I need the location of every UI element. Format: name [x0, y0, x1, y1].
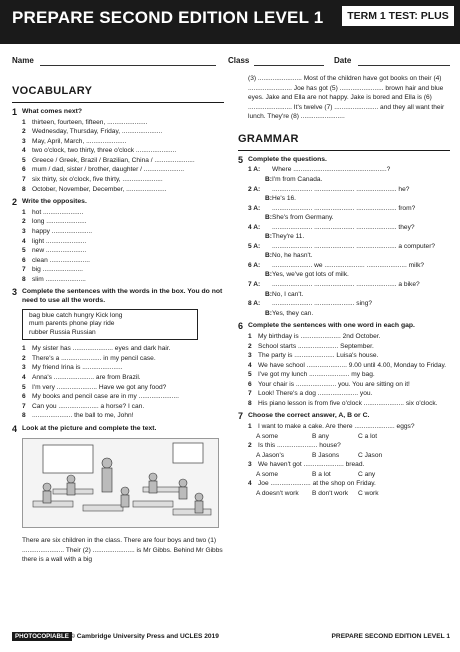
left-column — [12, 78, 224, 565]
option-b[interactable]: B any — [312, 432, 329, 440]
list-item — [22, 127, 224, 137]
item-text: ...................... ...................... ...................... they? — [272, 223, 415, 231]
question-7-items — [238, 422, 450, 498]
item-text: We haven't got ...................... bread. — [258, 461, 365, 469]
item-number: 3 A: — [248, 204, 261, 212]
item-number: 2 — [248, 442, 252, 450]
class-line[interactable] — [254, 65, 324, 66]
name-line[interactable] — [40, 65, 216, 66]
item-number: 8 — [22, 275, 26, 283]
item-text: I'm very ...................... Have we got any food? — [32, 383, 167, 391]
question-7: 7 Choose the correct answer, A, B or C. — [238, 411, 370, 422]
item-label: B: — [265, 252, 272, 260]
item-text: October, November, December, ...................... — [32, 185, 167, 193]
item-number: 5 — [22, 156, 26, 164]
item-number: 8 — [248, 399, 252, 407]
grammar-heading: GRAMMAR — [238, 132, 450, 151]
item-text: His piano lesson is from five o'clock ...................... six o'clock. — [258, 399, 438, 407]
option-a[interactable]: A Jason's — [256, 451, 285, 459]
option-a[interactable]: A doesn't work — [256, 490, 299, 498]
item-text: light ...................... — [32, 237, 87, 245]
list-item — [22, 137, 224, 147]
question-line — [248, 223, 450, 233]
item-text: long ...................... — [32, 218, 87, 226]
item-number: 1 — [22, 118, 26, 126]
item-text: Look! There's a dog ...................... you. — [258, 390, 373, 398]
item-text: The party is ...................... Luisa's house. — [258, 352, 379, 360]
item-number: 8 — [22, 412, 26, 420]
question-6: 6 Complete the sentences with one word in each gap. — [238, 321, 415, 332]
answer-options — [256, 470, 450, 480]
option-a[interactable]: A some — [256, 432, 278, 440]
right-column — [238, 75, 450, 499]
item-text: mum / dad, sister / brother, daughter / ...................... — [32, 166, 185, 174]
answer-line — [248, 232, 450, 242]
item-label: B: — [265, 214, 272, 222]
item-text: My birthday is ...................... 2nd October. — [258, 333, 381, 341]
item-text: six thirty, six o'clock, five thirty, ...................... — [32, 176, 163, 184]
list-item — [22, 175, 224, 185]
question-2-items — [12, 208, 224, 284]
list-item — [248, 460, 450, 470]
item-number: 1 — [22, 208, 26, 216]
page-title: PREPARE SECOND EDITION LEVEL 1 — [12, 8, 324, 27]
item-text: There's a ...................... in my pencil case. — [32, 354, 156, 362]
item-number: 2 — [248, 342, 252, 350]
classroom-picture — [22, 438, 219, 528]
answer-options — [256, 432, 450, 442]
list-item — [248, 422, 450, 432]
item-number: 3 — [22, 228, 26, 235]
list-item — [22, 344, 224, 354]
item-text: Can you ...................... a horse? I can. — [32, 402, 145, 410]
item-text: My books and pencil case are in my ...................... — [32, 393, 179, 401]
list-item — [22, 354, 224, 364]
item-text: two o'clock, two thirty, three o'clock ...................... — [32, 147, 177, 155]
vocabulary-heading: VOCABULARY — [12, 84, 224, 103]
item-text: Your chair is ...................... you. You are sitting on it! — [258, 380, 410, 388]
item-number: 7 — [22, 176, 26, 184]
list-item — [22, 237, 224, 247]
question-2: 2 Write the opposites. — [12, 197, 87, 208]
page-header — [0, 0, 460, 44]
question-4: 4 Look at the picture and complete the text. — [12, 423, 157, 434]
item-number: 3 — [22, 364, 26, 372]
question-4-text: There are six children in the class. There are four boys and two (1) ....................... Their (2) ....................... is Mr Gibbs. Behind Mr Gibbs there is a wall with a big — [22, 537, 223, 564]
question-3: 3 Complete the sentences with the words in the box. You do not need to use all the words. — [12, 287, 223, 305]
name-label: Name — [12, 56, 34, 65]
list-item — [248, 332, 450, 342]
question-5: 5 Complete the questions. — [238, 154, 327, 165]
answer-options — [256, 451, 450, 461]
item-number: 6 — [22, 256, 26, 264]
item-number: 5 — [22, 383, 26, 391]
item-number: 6 — [22, 166, 26, 174]
item-number: 2 — [22, 218, 26, 226]
item-label: B: — [265, 195, 272, 203]
item-text: They're 11. — [272, 233, 305, 241]
item-number: 7 — [248, 390, 252, 398]
list-item — [248, 361, 450, 371]
item-number: 4 — [22, 373, 26, 381]
list-item — [22, 246, 224, 256]
item-text: ...................... ...................... ...................... a bike? — [272, 281, 420, 289]
photocopiable-tag: PHOTOCOPIABLE — [12, 632, 72, 641]
footer-level: PREPARE SECOND EDITION LEVEL 1 — [331, 633, 450, 640]
test-label: TERM 1 TEST: PLUS — [342, 6, 454, 26]
item-text: happy ...................... — [32, 228, 93, 235]
item-text: No, he hasn't. — [272, 252, 313, 260]
item-number: 7 — [22, 266, 26, 274]
item-text: Yes, they can. — [272, 309, 314, 317]
item-number: 3 — [248, 461, 252, 469]
list-item — [22, 373, 224, 383]
answer-line — [248, 194, 450, 204]
list-item — [248, 380, 450, 390]
item-text: I want to make a cake. Are there ...................... eggs? — [258, 423, 415, 431]
answer-options — [256, 489, 450, 499]
question-6-items — [238, 332, 450, 408]
question-3-items — [12, 344, 224, 420]
list-item — [22, 165, 224, 175]
option-c[interactable]: C work — [358, 490, 379, 498]
item-text: He's 16. — [272, 195, 296, 203]
item-label: B: — [265, 233, 272, 241]
item-number: 1 — [248, 423, 252, 431]
list-item — [22, 156, 224, 166]
list-item — [248, 389, 450, 399]
answer-line — [248, 270, 450, 280]
item-text: Where ...................................................? — [272, 166, 391, 174]
item-number: 6 A: — [248, 261, 261, 269]
option-b[interactable]: B a lot — [312, 470, 331, 478]
list-item — [248, 479, 450, 489]
item-text: thirteen, fourteen, fifteen, ...................... — [32, 118, 148, 126]
date-line[interactable] — [358, 65, 450, 66]
date-label: Date — [334, 56, 352, 65]
item-text: Is this ...................... house? — [258, 442, 341, 450]
option-a[interactable]: A some — [256, 470, 278, 478]
item-text: ...................... ...................... ...................... a computer? — [272, 242, 436, 250]
item-number: 3 — [22, 137, 26, 145]
item-number: 4 — [248, 480, 252, 488]
item-text: slim ...................... — [32, 275, 86, 283]
item-number: 6 — [22, 393, 26, 401]
answer-line — [248, 251, 450, 261]
item-number: 1 — [248, 333, 252, 341]
list-item — [22, 275, 224, 285]
item-number: 2 — [22, 128, 26, 136]
option-c[interactable]: C any — [358, 470, 376, 478]
item-text: hot ...................... — [32, 208, 84, 216]
answer-line — [248, 309, 450, 319]
item-text: My friend Irina is ...................... — [32, 364, 123, 372]
class-label: Class — [228, 56, 250, 65]
item-text: new ...................... — [32, 247, 87, 255]
item-number: 7 — [22, 402, 26, 410]
item-number: 1 — [22, 345, 26, 353]
list-item — [22, 185, 224, 195]
question-1-items — [12, 118, 224, 194]
list-item — [22, 118, 224, 128]
item-text: No, I can't. — [272, 290, 304, 298]
option-c[interactable]: C Jason — [358, 451, 383, 459]
item-text: Yes, we've got lots of milk. — [272, 271, 349, 279]
name-bar — [12, 56, 450, 70]
list-item — [22, 208, 224, 218]
question-line — [248, 204, 450, 214]
item-number: 6 — [248, 380, 252, 388]
answer-line — [248, 175, 450, 185]
item-number: 4 — [22, 147, 26, 155]
question-line — [248, 280, 450, 290]
item-text: big ...................... — [32, 266, 83, 274]
item-text: I'm from Canada. — [272, 176, 323, 184]
item-number: 2 A: — [248, 185, 261, 193]
item-label: B: — [265, 309, 272, 317]
item-number: 5 A: — [248, 242, 261, 250]
option-b[interactable]: B Jasons — [312, 451, 340, 459]
item-number: 4 — [248, 361, 252, 369]
list-item — [22, 392, 224, 402]
item-label: B: — [265, 176, 272, 184]
item-text: Joe ...................... at the shop on Friday. — [258, 480, 376, 488]
item-number: 1 A: — [248, 166, 261, 174]
wall-picture — [43, 445, 93, 473]
question-line — [248, 165, 450, 175]
question-1: 1 What comes next? — [12, 106, 83, 117]
list-item — [22, 256, 224, 266]
item-number: 8 A: — [248, 300, 261, 308]
word-box: bag blue catch hungry Kick long mum parents phone play ride rubber Russia Russian — [22, 309, 198, 341]
item-number: 8 — [22, 185, 26, 193]
item-text: We have school ...................... 9.00 until 4.00, Monday to Friday. — [258, 361, 447, 369]
item-text: Greece / Greek, Brazil / Brazilian, China / ...................... — [32, 156, 195, 164]
question-4-continued: (3) ........................ Most of the children have got books on their (4) ........................ Joe has got (5) ........................ brown hair and blue eyes. Jake and Ella are not happy. Jake is bored and Ella is (6) ........................ It's twelve (7) ........................ and they all want their lunch. They're (8) ........................ — [248, 75, 445, 121]
list-item — [22, 402, 224, 412]
option-b[interactable]: B don't work — [312, 490, 349, 498]
item-number: 3 — [248, 352, 252, 360]
question-line — [248, 185, 450, 195]
item-label: B: — [265, 290, 272, 298]
item-number: 7 A: — [248, 281, 261, 289]
item-number: 4 A: — [248, 223, 261, 231]
item-text: Wednesday, Thursday, Friday, ...................... — [32, 128, 163, 136]
question-5-items — [238, 165, 450, 318]
copyright: © Cambridge University Press and UCLES 2019 — [70, 633, 219, 640]
item-text: I've got my lunch ...................... my bag. — [258, 371, 375, 379]
list-item — [22, 146, 224, 156]
list-item — [22, 411, 224, 421]
item-label: B: — [265, 271, 272, 279]
list-item — [22, 217, 224, 227]
item-number: 2 — [22, 354, 26, 362]
item-number: 5 — [22, 247, 26, 255]
item-text: ...................... we ...................... ...................... milk? — [272, 261, 425, 269]
list-item — [248, 441, 450, 451]
question-line — [248, 299, 450, 309]
list-item — [248, 342, 450, 352]
item-text: ...................... ...................... sing? — [272, 300, 373, 308]
item-number: 4 — [22, 237, 26, 245]
item-text: ...................... ...................... ...................... he? — [272, 185, 410, 193]
option-c[interactable]: C a lot — [358, 432, 378, 440]
list-item — [248, 370, 450, 380]
question-line — [248, 261, 450, 271]
list-item — [22, 363, 224, 373]
item-text: ...................... the ball to me, John! — [32, 412, 134, 420]
item-text: Anna's ...................... are from Brazil. — [32, 373, 141, 381]
list-item — [22, 265, 224, 275]
question-line — [248, 242, 450, 252]
item-text: School starts ...................... September. — [258, 342, 374, 350]
item-text: clean ...................... — [32, 256, 90, 264]
answer-line — [248, 213, 450, 223]
list-item — [22, 227, 224, 237]
list-item — [22, 383, 224, 393]
item-text: My sister has ...................... eyes and dark hair. — [32, 345, 171, 353]
item-text: She's from Germany. — [272, 214, 334, 222]
item-text: ...................... ...................... ...................... from? — [272, 204, 416, 212]
item-number: 5 — [248, 371, 252, 379]
answer-line — [248, 290, 450, 300]
list-item — [248, 351, 450, 361]
list-item — [248, 399, 450, 409]
item-text: May, April, March, ...................... — [32, 137, 127, 145]
